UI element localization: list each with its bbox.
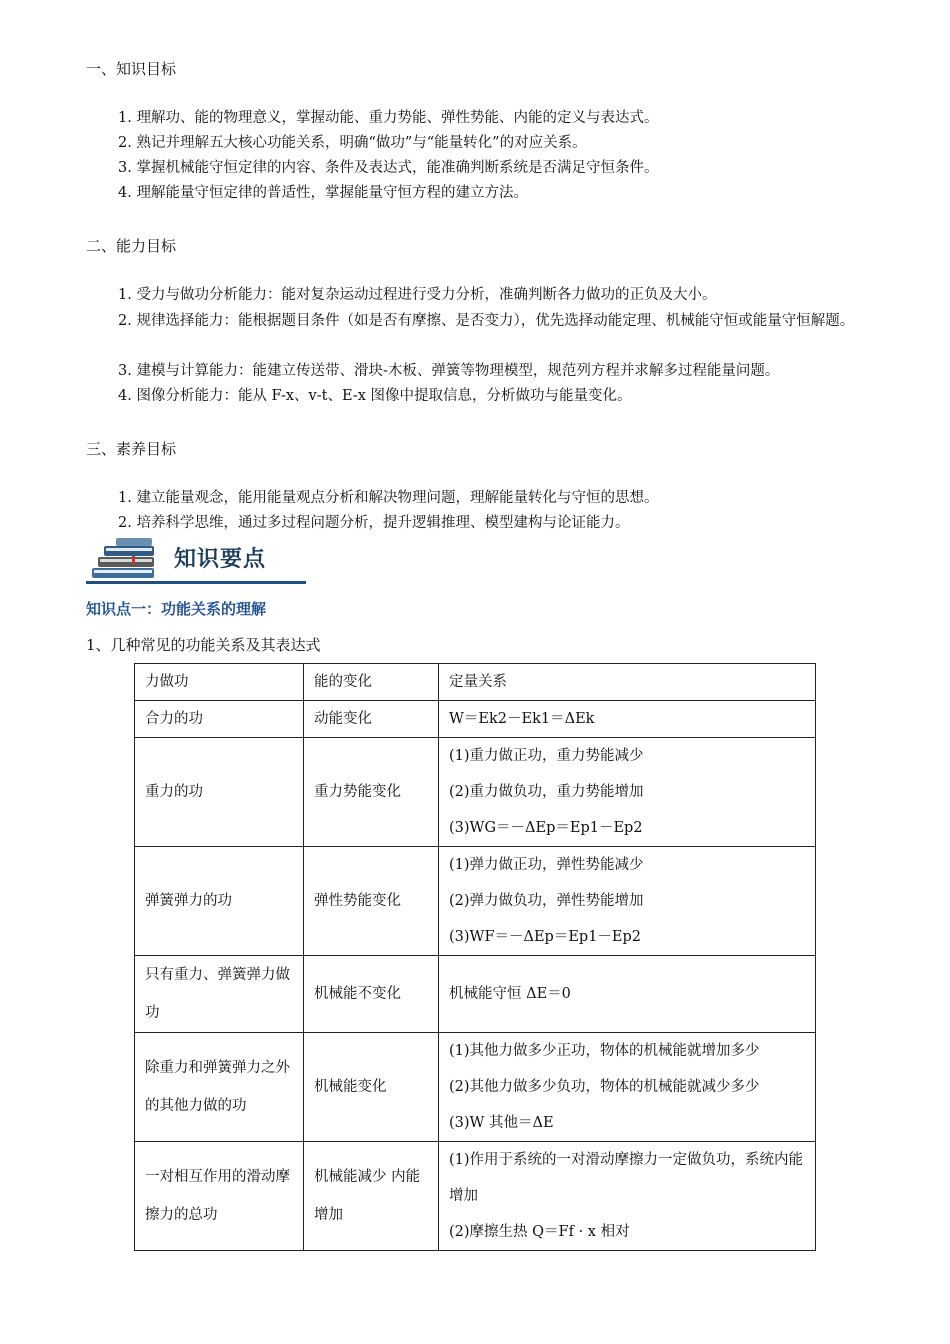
list-item: 1. 建立能量观念，能用能量观点分析和解决物理问题，理解能量转化与守恒的思想。	[118, 490, 659, 506]
relation-cell	[439, 956, 816, 1033]
relation-line: (1)重力做正功，重力势能减少	[449, 748, 644, 764]
list-item: 3. 掌握机械能守恒定律的内容、条件及表达式，能准确判断系统是否满足守恒条件。	[118, 160, 659, 176]
table-row	[135, 1033, 816, 1142]
list-item: 2. 熟记并理解五大核心功能关系，明确“做功”与“能量转化”的对应关系。	[118, 135, 587, 151]
header-cell: 力做功	[135, 664, 304, 701]
relation-line: (3)WG＝－ΔEp＝Ep1－Ep2	[449, 820, 643, 836]
list-item-text: 2. 规律选择能力：能根据题目条件（如是否有摩擦、是否变力），优先选择动能定理、机械能守恒或能量守恒解题。	[118, 313, 855, 329]
table-header-row	[135, 664, 816, 701]
list-item: 3. 建模与计算能力：能建立传送带、滑块-木板、弹簧等物理模型，规范列方程并求解多过程能量问题。	[118, 363, 780, 379]
force-cell: 除重力和弹簧弹力之外的其他力做的功	[135, 1033, 304, 1142]
change-cell: 动能变化	[304, 701, 439, 738]
relation-cell	[439, 738, 816, 847]
force-cell: 弹簧弹力的功	[135, 847, 304, 956]
table-row	[135, 701, 816, 738]
relation-line: (1)弹力做正功，弹性势能减少	[449, 857, 644, 873]
relation-cell	[439, 701, 816, 738]
relation-line: (3)W 其他＝ΔE	[449, 1115, 554, 1131]
change-cell: 重力势能变化	[304, 738, 439, 847]
force-cell: 重力的功	[135, 738, 304, 847]
header-cell: 定量关系	[439, 664, 816, 701]
table-caption: 1、几种常见的功能关系及其表达式	[86, 636, 321, 654]
list-item: 4. 理解能量守恒定律的普适性，掌握能量守恒方程的建立方法。	[118, 185, 528, 201]
books-icon	[86, 536, 166, 582]
relation-line: (2)摩擦生热 Q＝Ff · x 相对	[449, 1224, 630, 1240]
table-row	[135, 956, 816, 1033]
change-cell: 弹性势能变化	[304, 847, 439, 956]
function-energy-table	[134, 663, 816, 1251]
change-cell: 机械能减少 内能增加	[304, 1142, 439, 1251]
relation-line: (2)弹力做负功，弹性势能增加	[449, 893, 644, 909]
change-cell: 机械能变化	[304, 1033, 439, 1142]
relation-line: W＝Ek2－Ek1＝ΔEk	[449, 711, 595, 727]
force-cell: 合力的功	[135, 701, 304, 738]
banner-title: 知识要点	[174, 547, 267, 572]
force-cell: 一对相互作用的滑动摩擦力的总功	[135, 1142, 304, 1251]
change-cell: 机械能不变化	[304, 956, 439, 1033]
section-title-ability-goals: 二、能力目标	[86, 237, 177, 255]
relation-line: (2)重力做负功，重力势能增加	[449, 784, 644, 800]
section-title-literacy-goals: 三、素养目标	[86, 440, 177, 458]
relation-line: (1)作用于系统的一对滑动摩擦力一定做负功，系统内能增加	[449, 1152, 804, 1204]
list-item	[118, 309, 863, 333]
table-row	[135, 847, 816, 956]
relation-cell	[439, 1033, 816, 1142]
knowledge-points-banner	[86, 536, 308, 586]
relation-line: (3)WF＝－ΔEp＝Ep1－Ep2	[449, 929, 642, 945]
relation-cell	[439, 1142, 816, 1251]
list-item: 1. 理解功、能的物理意义，掌握动能、重力势能、弹性势能、内能的定义与表达式。	[118, 110, 659, 126]
list-item: 1. 受力与做功分析能力：能对复杂运动过程进行受力分析，准确判断各力做功的正负及大小。	[118, 287, 717, 303]
relation-cell	[439, 847, 816, 956]
force-cell: 只有重力、弹簧弹力做功	[135, 956, 304, 1033]
header-cell: 能的变化	[304, 664, 439, 701]
relation-line: (1)其他力做多少正功，物体的机械能就增加多少	[449, 1043, 760, 1059]
relation-line: (2)其他力做多少负功，物体的机械能就减少多少	[449, 1079, 760, 1095]
knowledge-point-title: 知识点一：功能关系的理解	[86, 600, 267, 618]
section-title-knowledge-goals: 一、知识目标	[86, 60, 177, 78]
relation-line: 机械能守恒 ΔE＝0	[449, 986, 571, 1002]
banner-underline	[86, 581, 306, 584]
list-item: 2. 培养科学思维，通过多过程问题分析，提升逻辑推理、模型建构与论证能力。	[118, 515, 630, 531]
list-item: 4. 图像分析能力：能从 F-x、v-t、E-x 图像中提取信息，分析做功与能量变化。	[118, 388, 632, 404]
table-row	[135, 738, 816, 847]
table-row	[135, 1142, 816, 1251]
